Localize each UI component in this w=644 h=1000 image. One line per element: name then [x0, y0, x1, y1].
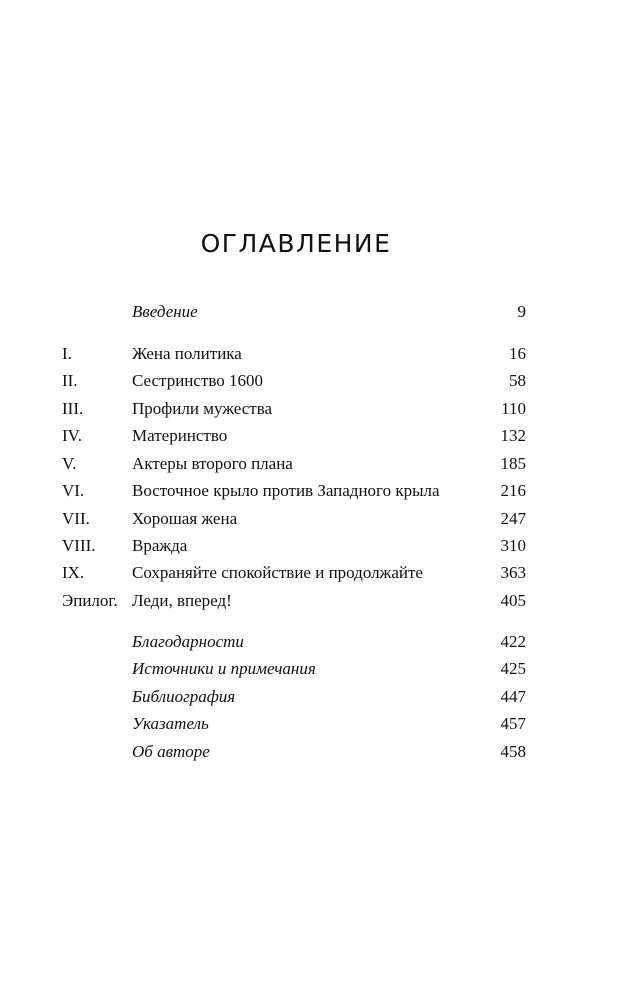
- toc-entry-title: Библиография: [132, 687, 236, 706]
- toc-entry-introduction[interactable]: [0, 300, 644, 324]
- chapter-number: VIII.: [62, 536, 96, 555]
- toc-entry-page: 458: [500, 742, 526, 761]
- toc-entry-bibliography[interactable]: [0, 685, 644, 709]
- toc-entry-chapter-1[interactable]: [0, 342, 644, 366]
- toc-entry-title: Материнство: [132, 426, 228, 445]
- toc-entry-title: Жена политика: [132, 344, 242, 363]
- toc-entry-title: Леди, вперед!: [132, 591, 232, 610]
- chapter-number: V.: [62, 454, 77, 473]
- toc-entry-page: 422: [500, 632, 526, 651]
- toc-entry-epilogue[interactable]: [0, 589, 644, 613]
- toc-entry-title: Вражда: [132, 536, 188, 555]
- toc-entry-sources-notes[interactable]: [0, 657, 644, 681]
- chapter-number: VI.: [62, 481, 85, 500]
- toc-entry-page: 110: [501, 399, 526, 418]
- toc-entry-about-author[interactable]: [0, 740, 644, 764]
- toc-entry-title: Актеры второго плана: [132, 454, 293, 473]
- toc-entry-chapter-6[interactable]: [0, 479, 644, 503]
- chapter-number: I.: [62, 344, 72, 363]
- toc-entry-chapter-4[interactable]: [0, 424, 644, 448]
- toc-entry-title: Указатель: [132, 714, 209, 733]
- toc-entry-page: 457: [500, 714, 526, 733]
- toc-entry-page: 132: [500, 426, 526, 445]
- toc-entry-acknowledgements[interactable]: [0, 630, 644, 654]
- toc-entry-page: 405: [500, 591, 526, 610]
- toc-entry-page: 425: [500, 659, 526, 678]
- toc-entry-chapter-9[interactable]: [0, 561, 644, 585]
- toc-entry-title: Введение: [132, 302, 198, 321]
- toc-entry-page: 310: [500, 536, 526, 555]
- toc-entry-page: 447: [500, 687, 526, 706]
- page-title: ОГЛАВЛЕНИЕ: [200, 229, 392, 258]
- chapter-number: IV.: [62, 426, 82, 445]
- toc-entry-chapter-8[interactable]: [0, 534, 644, 558]
- toc-entry-title: Хорошая жена: [132, 509, 238, 528]
- chapter-number: IX.: [62, 563, 85, 582]
- toc-entry-title: Благодарности: [132, 632, 244, 651]
- toc-entry-title: Профили мужества: [132, 399, 273, 418]
- chapter-number: VII.: [62, 509, 90, 528]
- toc-entry-page: 247: [500, 509, 526, 528]
- toc-entry-title: Сохраняйте спокойствие и продолжайте: [132, 563, 423, 582]
- chapter-number: II.: [62, 371, 78, 390]
- chapter-number: Эпилог.: [62, 591, 118, 610]
- toc-entry-page: 9: [517, 302, 526, 321]
- toc-entry-title: Источники и примечания: [132, 659, 316, 678]
- toc-entry-page: 363: [500, 563, 526, 582]
- toc-entry-title: Сестринство 1600: [132, 371, 264, 390]
- toc-entry-page: 58: [509, 371, 526, 390]
- toc-entry-title: Об авторе: [132, 742, 210, 761]
- toc-entry-chapter-5[interactable]: [0, 452, 644, 476]
- toc-entry-title: Восточное крыло против Западного крыла: [132, 481, 440, 500]
- toc-entry-page: 185: [500, 454, 526, 473]
- toc-entry-page: 16: [509, 344, 526, 363]
- chapter-number: III.: [62, 399, 84, 418]
- toc-entry-chapter-2[interactable]: [0, 369, 644, 393]
- toc-entry-chapter-3[interactable]: [0, 397, 644, 421]
- toc-entry-page: 216: [500, 481, 526, 500]
- toc-entry-chapter-7[interactable]: [0, 507, 644, 531]
- toc-entry-index[interactable]: [0, 712, 644, 736]
